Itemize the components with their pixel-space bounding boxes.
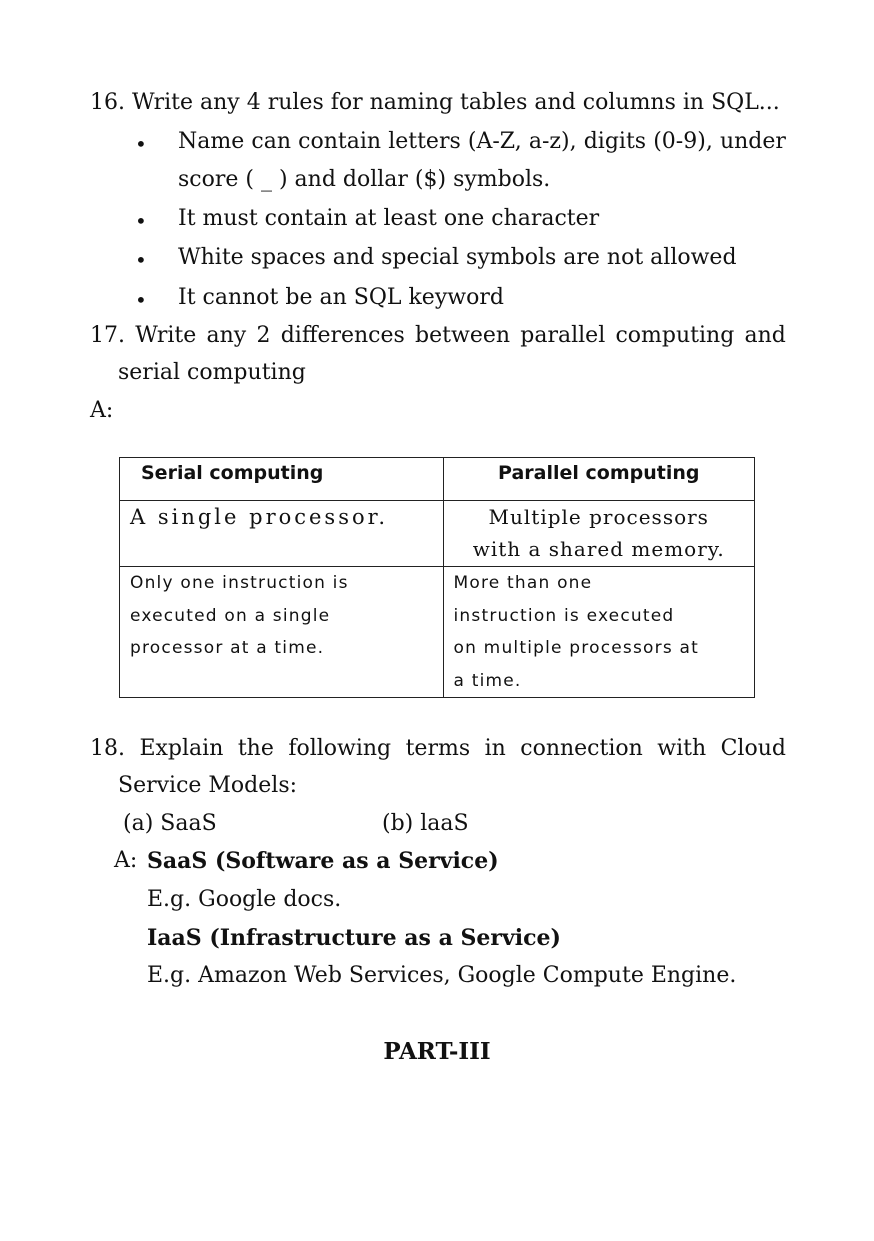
part-heading: PART-III (383, 1038, 491, 1065)
table-cell: A single processor. (120, 501, 444, 567)
word: terms (405, 736, 471, 761)
table-cell: More than one instruction is executed on multiple processors at a time. (443, 567, 755, 698)
word: 17. (90, 323, 125, 348)
bullet-icon: • (135, 132, 147, 156)
word: parallel (520, 323, 606, 348)
word: 18. (90, 736, 125, 761)
iaas-example: E.g. Amazon Web Services, Google Compute Engine. (147, 963, 737, 988)
word: (A-Z, (467, 129, 522, 154)
q16-rule4: It cannot be an SQL keyword (178, 285, 504, 310)
saas-example: E.g. Google docs. (147, 887, 342, 912)
q16-rule1-line1 (178, 129, 786, 154)
word: (0-9), (653, 129, 713, 154)
word: Write (135, 323, 197, 348)
word: differences (280, 323, 405, 348)
q18-question-line1 (90, 736, 786, 761)
word: contain (298, 129, 382, 154)
word: connection (520, 736, 643, 761)
word: Explain (139, 736, 224, 761)
q17-question-line2: serial computing (118, 360, 306, 385)
word: 2 (256, 323, 271, 348)
word: letters (388, 129, 461, 154)
q17-answer-label: A: (90, 398, 114, 423)
word: under (719, 129, 786, 154)
q18-question-line2: Service Models: (118, 773, 298, 798)
table-row (120, 567, 755, 698)
word: following (288, 736, 392, 761)
bullet-icon: • (135, 248, 147, 272)
word: between (415, 323, 511, 348)
comparison-table (119, 457, 755, 698)
word: digits (583, 129, 647, 154)
bullet-icon: • (135, 209, 147, 233)
q18-answer-label: A: (114, 848, 138, 873)
table-row (120, 501, 755, 567)
table-cell: Multiple processors with a shared memory. (443, 501, 755, 567)
q16-question: 16. Write any 4 rules for naming tables and columns in SQL... (90, 90, 780, 115)
word: a-z), (528, 129, 577, 154)
q18-option-a: (a) SaaS (123, 811, 217, 836)
q17-question-line1 (90, 323, 786, 348)
table-header-parallel: Parallel computing (443, 458, 755, 501)
iaas-title: IaaS (Infrastructure as a Service) (147, 925, 561, 951)
bullet-icon: • (135, 288, 147, 312)
q16-rule2: It must contain at least one character (178, 206, 600, 231)
word: Name (178, 129, 245, 154)
word: Cloud (720, 736, 786, 761)
table-cell: Only one instruction is executed on a single processor at a time. (120, 567, 444, 698)
word: in (484, 736, 506, 761)
table-header-row (120, 458, 755, 501)
word: any (206, 323, 247, 348)
word: with (657, 736, 707, 761)
word: and (744, 323, 786, 348)
q16-rule1-line2: score ( _ ) and dollar ($) symbols. (178, 167, 551, 192)
table-header-serial: Serial computing (120, 458, 444, 501)
q16-rule3: White spaces and special symbols are not allowed (178, 245, 737, 270)
word: the (237, 736, 274, 761)
q18-option-b: (b) laaS (382, 811, 469, 836)
saas-title: SaaS (Software as a Service) (147, 848, 499, 874)
word: computing (615, 323, 735, 348)
word: can (251, 129, 291, 154)
